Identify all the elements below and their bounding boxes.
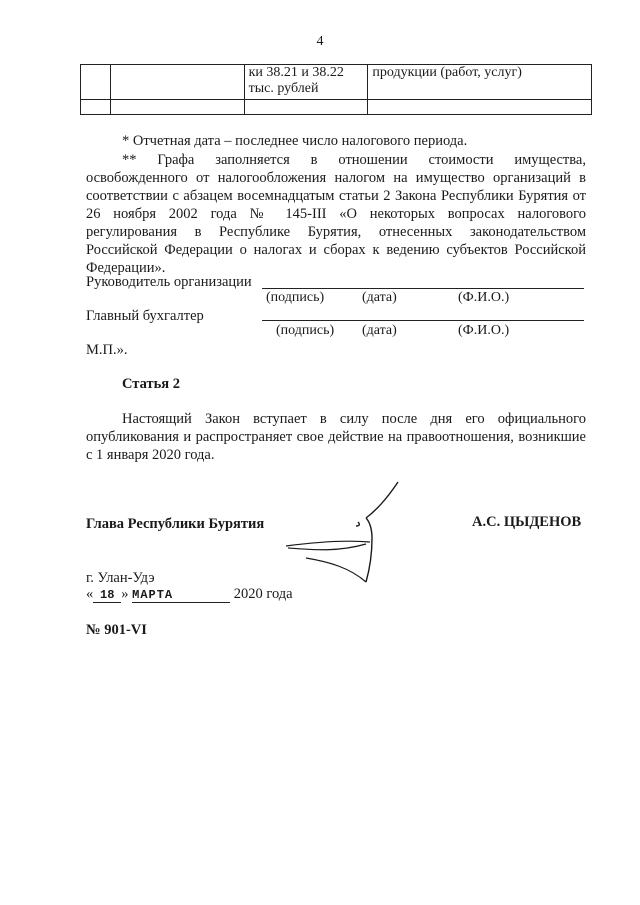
date-month: МАРТА	[132, 588, 230, 603]
table-cell	[81, 100, 111, 115]
table-cell	[81, 65, 111, 100]
signature-line	[262, 288, 584, 289]
head-signature-label: Руководитель организации	[86, 274, 252, 290]
date-year: 2020 года	[233, 586, 293, 602]
official-position: Глава Республики Бурятия	[86, 516, 265, 532]
table-cell	[244, 100, 368, 115]
official-name: А.С. ЦЫДЕНОВ	[472, 514, 582, 530]
signature-line	[262, 320, 584, 321]
caption-name: (Ф.И.О.)	[458, 290, 510, 305]
date-open-quote: «	[86, 586, 94, 602]
table-cell: продукции (работ, услуг)	[368, 65, 592, 100]
table-cell	[110, 65, 244, 100]
caption-signature: (подпись)	[276, 323, 335, 338]
caption-date: (дата)	[362, 290, 397, 305]
accountant-signature-label: Главный бухгалтер	[86, 308, 204, 324]
article-text: Настоящий Закон вступает в силу после дня его официального опубликования и распространяет свое действие на правоотношения, возникшие с 1 января 2020 года.	[86, 411, 586, 463]
article-title: Статья 2	[122, 376, 180, 392]
handwritten-signature	[286, 478, 416, 588]
footnote-reporting-date: * Отчетная дата – последнее число налогового периода.	[122, 133, 468, 149]
caption-date: (дата)	[362, 323, 397, 338]
date-day: 18	[93, 588, 121, 603]
page-number: 4	[316, 34, 324, 49]
signing-date	[86, 586, 293, 603]
stamp-label: М.П.».	[86, 342, 128, 358]
law-number: № 901-VI	[86, 622, 147, 638]
city: г. Улан-Удэ	[86, 570, 155, 586]
caption-signature: (подпись)	[266, 290, 325, 305]
table-cell	[368, 100, 592, 115]
caption-name: (Ф.И.О.)	[458, 323, 510, 338]
table-fragment	[80, 64, 592, 115]
table-cell	[110, 100, 244, 115]
footnote-column-note: ** Графа заполняется в отношении стоимости имущества, освобожденного от налогообложения налогом на имущество организаций в соответствии с абзацем восемнадцатым статьи 2 Закона Республики Бурятия от 26 ноября 2002 года № 145-III «О некоторых вопросах налогового регулирования в Республике Бурятия, отнесенных законодательством Российской Федерации о налогах и сборах к ведению субъектов Российской Федерации».	[86, 152, 586, 276]
table-row	[81, 100, 592, 115]
date-close-quote: »	[121, 586, 129, 602]
table-cell: ки 38.21 и 38.22 тыс. рублей	[244, 65, 368, 100]
table-row	[81, 65, 592, 100]
